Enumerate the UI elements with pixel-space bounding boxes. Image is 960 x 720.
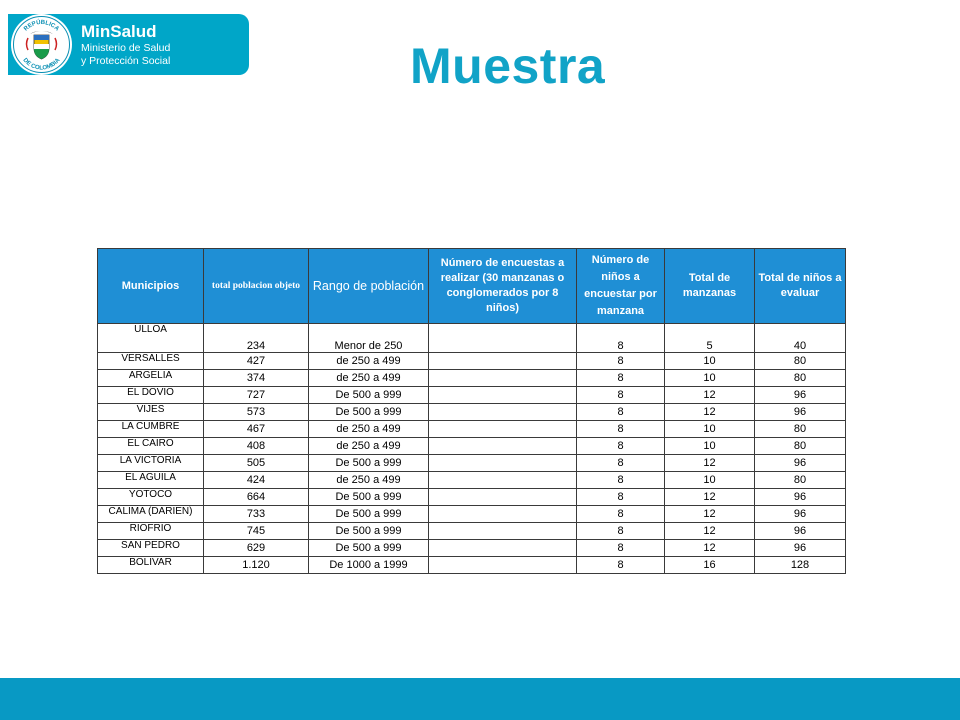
header-numero-encuestas: Número de encuestas a realizar (30 manzanas o conglomerados por 8 niños) <box>429 249 577 324</box>
cell-total-poblacion: 234 <box>204 324 309 353</box>
cell-rango: De 500 a 999 <box>309 523 429 540</box>
cell-total-ninos: 80 <box>755 353 846 370</box>
cell-total-manzanas: 10 <box>665 370 755 387</box>
cell-total-manzanas: 10 <box>665 353 755 370</box>
table-row <box>98 506 846 523</box>
cell-municipio: RIOFRIO <box>98 523 204 540</box>
cell-ninos-por-manzana: 8 <box>577 324 665 353</box>
cell-municipio: CALIMA (DARIEN) <box>98 506 204 523</box>
cell-total-ninos: 40 <box>755 324 846 353</box>
cell-rango: Menor de 250 <box>309 324 429 353</box>
cell-rango: de 250 a 499 <box>309 472 429 489</box>
cell-rango: De 1000 a 1999 <box>309 557 429 574</box>
cell-total-manzanas: 12 <box>665 523 755 540</box>
cell-encuestas <box>429 523 577 540</box>
header-total-manzanas: Total de manzanas <box>665 249 755 324</box>
cell-total-manzanas: 12 <box>665 404 755 421</box>
cell-total-ninos: 96 <box>755 540 846 557</box>
cell-rango: de 250 a 499 <box>309 353 429 370</box>
cell-total-manzanas: 12 <box>665 387 755 404</box>
cell-municipio: EL AGUILA <box>98 472 204 489</box>
cell-encuestas <box>429 472 577 489</box>
header-total-poblacion: total poblacion objeto <box>204 249 309 324</box>
cell-municipio: LA VICTORIA <box>98 455 204 472</box>
table-row <box>98 523 846 540</box>
table-row <box>98 324 846 353</box>
header-total-ninos: Total de niños a evaluar <box>755 249 846 324</box>
table-row <box>98 540 846 557</box>
cell-ninos-por-manzana: 8 <box>577 472 665 489</box>
brand-text <box>81 22 170 68</box>
cell-total-manzanas: 12 <box>665 489 755 506</box>
cell-total-poblacion: 467 <box>204 421 309 438</box>
table-row <box>98 370 846 387</box>
table-row <box>98 353 846 370</box>
cell-municipio: LA CUMBRE <box>98 421 204 438</box>
seal-top-text: REPÚBLICA <box>23 19 60 33</box>
cell-total-manzanas: 16 <box>665 557 755 574</box>
cell-total-ninos: 128 <box>755 557 846 574</box>
cell-rango: De 500 a 999 <box>309 506 429 523</box>
table-row <box>98 421 846 438</box>
cell-encuestas <box>429 455 577 472</box>
svg-text:REPÚBLICA <box>23 19 60 33</box>
cell-municipio: EL CAIRO <box>98 438 204 455</box>
cell-total-ninos: 96 <box>755 489 846 506</box>
seal-bottom-text: DE COLOMBIA <box>21 57 62 72</box>
cell-total-poblacion: 573 <box>204 404 309 421</box>
cell-rango: De 500 a 999 <box>309 387 429 404</box>
cell-rango: De 500 a 999 <box>309 455 429 472</box>
cell-ninos-por-manzana: 8 <box>577 489 665 506</box>
cell-ninos-por-manzana: 8 <box>577 387 665 404</box>
cell-ninos-por-manzana: 8 <box>577 421 665 438</box>
cell-encuestas <box>429 557 577 574</box>
cell-total-manzanas: 10 <box>665 421 755 438</box>
cell-ninos-por-manzana: 8 <box>577 557 665 574</box>
page-title: Muestra <box>410 38 606 94</box>
cell-municipio: SAN PEDRO <box>98 540 204 557</box>
cell-total-poblacion: 427 <box>204 353 309 370</box>
header-municipios: Municipios <box>98 249 204 324</box>
cell-total-poblacion: 408 <box>204 438 309 455</box>
cell-municipio: BOLIVAR <box>98 557 204 574</box>
cell-ninos-por-manzana: 8 <box>577 353 665 370</box>
cell-rango: De 500 a 999 <box>309 540 429 557</box>
header-ninos-por-manzana: Número de niños a encuestar por manzana <box>577 249 665 324</box>
cell-municipio: ULLOA <box>98 324 204 353</box>
cell-encuestas <box>429 404 577 421</box>
cell-total-ninos: 96 <box>755 387 846 404</box>
cell-total-manzanas: 12 <box>665 540 755 557</box>
cell-total-poblacion: 727 <box>204 387 309 404</box>
minsalud-logo <box>8 14 249 75</box>
cell-total-poblacion: 374 <box>204 370 309 387</box>
brand-line-2: y Protección Social <box>81 55 171 67</box>
table-row <box>98 472 846 489</box>
cell-municipio: VIJES <box>98 404 204 421</box>
cell-total-ninos: 80 <box>755 472 846 489</box>
table-row <box>98 438 846 455</box>
cell-total-manzanas: 5 <box>665 324 755 353</box>
cell-total-ninos: 80 <box>755 421 846 438</box>
cell-municipio: EL DOVIO <box>98 387 204 404</box>
cell-total-ninos: 80 <box>755 438 846 455</box>
cell-rango: De 500 a 999 <box>309 404 429 421</box>
muestra-table <box>97 248 846 574</box>
cell-total-manzanas: 12 <box>665 455 755 472</box>
cell-municipio: YOTOCO <box>98 489 204 506</box>
table-row <box>98 387 846 404</box>
cell-rango: de 250 a 499 <box>309 370 429 387</box>
cell-ninos-por-manzana: 8 <box>577 506 665 523</box>
table-header-row <box>98 249 846 324</box>
cell-encuestas <box>429 370 577 387</box>
table-row <box>98 455 846 472</box>
cell-encuestas <box>429 506 577 523</box>
cell-total-poblacion: 424 <box>204 472 309 489</box>
cell-total-manzanas: 10 <box>665 472 755 489</box>
table-row <box>98 404 846 421</box>
cell-rango: de 250 a 499 <box>309 438 429 455</box>
cell-rango: de 250 a 499 <box>309 421 429 438</box>
cell-ninos-por-manzana: 8 <box>577 438 665 455</box>
cell-rango: De 500 a 999 <box>309 489 429 506</box>
cell-encuestas <box>429 421 577 438</box>
cell-municipio: VERSALLES <box>98 353 204 370</box>
table-row <box>98 557 846 574</box>
cell-encuestas <box>429 438 577 455</box>
cell-total-ninos: 96 <box>755 523 846 540</box>
cell-ninos-por-manzana: 8 <box>577 523 665 540</box>
brand-name: MinSalud <box>81 22 157 41</box>
cell-municipio: ARGELIA <box>98 370 204 387</box>
cell-encuestas <box>429 353 577 370</box>
cell-total-poblacion: 1.120 <box>204 557 309 574</box>
cell-total-poblacion: 629 <box>204 540 309 557</box>
footer-bar <box>0 678 960 720</box>
cell-encuestas <box>429 324 577 353</box>
colombia-seal-icon <box>11 14 72 75</box>
cell-total-manzanas: 12 <box>665 506 755 523</box>
cell-ninos-por-manzana: 8 <box>577 370 665 387</box>
cell-total-manzanas: 10 <box>665 438 755 455</box>
cell-total-ninos: 96 <box>755 455 846 472</box>
brand-line-1: Ministerio de Salud <box>81 42 171 54</box>
cell-total-poblacion: 664 <box>204 489 309 506</box>
cell-total-ninos: 80 <box>755 370 846 387</box>
table-row <box>98 489 846 506</box>
cell-ninos-por-manzana: 8 <box>577 540 665 557</box>
cell-total-ninos: 96 <box>755 506 846 523</box>
cell-total-poblacion: 733 <box>204 506 309 523</box>
cell-total-poblacion: 745 <box>204 523 309 540</box>
cell-total-poblacion: 505 <box>204 455 309 472</box>
cell-ninos-por-manzana: 8 <box>577 455 665 472</box>
header-rango: Rango de población <box>309 249 429 324</box>
cell-total-ninos: 96 <box>755 404 846 421</box>
cell-encuestas <box>429 387 577 404</box>
cell-encuestas <box>429 540 577 557</box>
cell-ninos-por-manzana: 8 <box>577 404 665 421</box>
cell-encuestas <box>429 489 577 506</box>
